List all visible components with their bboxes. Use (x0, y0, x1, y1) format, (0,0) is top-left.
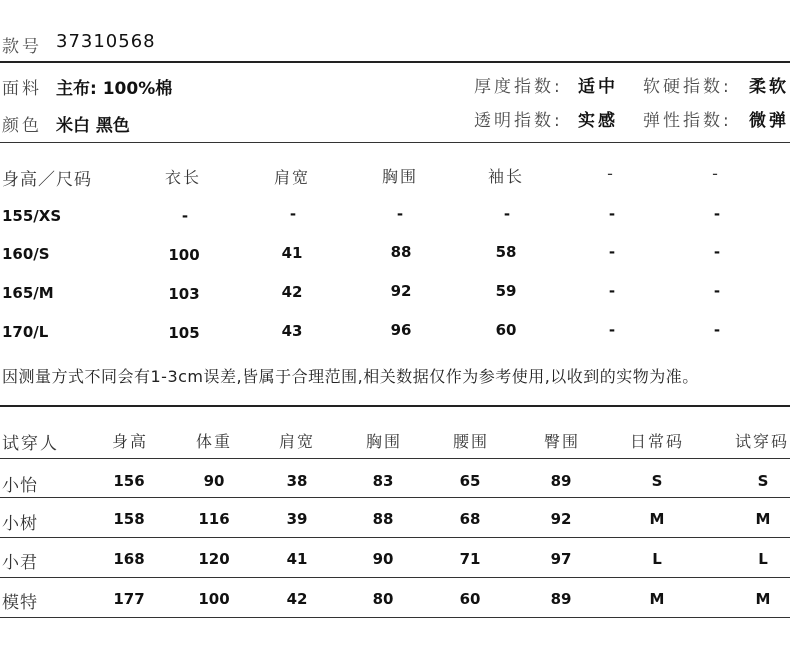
fit-cell: 41 (286, 550, 308, 568)
size-cell: 100 (168, 246, 200, 264)
thickness-label: 厚度指数: (474, 77, 563, 97)
fabric-value: 主布: 100%棉 (56, 79, 173, 99)
divider (0, 61, 790, 63)
divider (0, 405, 790, 407)
size-header-sleeve: 袖长 (487, 167, 525, 186)
fit-cell: 模特 (2, 593, 38, 613)
size-cell: 59 (495, 282, 517, 300)
fit-cell: S (757, 472, 769, 490)
fit-cell: M (755, 590, 771, 608)
fit-cell: 60 (459, 590, 481, 608)
fit-cell: M (649, 590, 665, 608)
fit-cell: 97 (550, 550, 572, 568)
size-header-length: 衣长 (164, 168, 202, 187)
size-cell: 88 (390, 243, 412, 261)
size-cell: - (608, 243, 616, 261)
fit-cell: L (652, 550, 662, 568)
fit-header-chest: 胸围 (365, 432, 403, 451)
fit-cell: 156 (113, 472, 145, 490)
size-cell: 58 (495, 243, 517, 261)
elasticity-label: 弹性指数: (643, 111, 732, 131)
size-cell: 155/XS (2, 207, 62, 225)
size-cell: - (608, 205, 616, 223)
size-cell: - (713, 321, 721, 339)
fit-header-height: 身高 (111, 432, 149, 451)
fit-cell: 158 (113, 510, 145, 528)
size-cell: - (608, 321, 616, 339)
size-header-height-size: 身高／尺码 (2, 170, 92, 190)
size-cell: - (289, 205, 297, 223)
fit-header-weight: 体重 (195, 432, 233, 451)
fit-cell: S (651, 472, 663, 490)
style-no-value: 37310568 (56, 31, 156, 52)
color-label: 颜色 (2, 116, 42, 136)
fit-header-hip: 臀围 (543, 432, 581, 451)
fit-cell: 68 (459, 510, 481, 528)
fit-cell: 92 (550, 510, 572, 528)
size-cell: 105 (168, 324, 200, 342)
size-cell: - (181, 207, 189, 225)
fit-cell: 39 (286, 510, 308, 528)
fit-cell: 168 (113, 550, 145, 568)
size-cell: 60 (495, 321, 517, 339)
fit-cell: M (755, 510, 771, 528)
divider (0, 142, 790, 143)
size-cell: - (608, 282, 616, 300)
size-cell: 42 (281, 283, 303, 301)
fit-cell: 38 (286, 472, 308, 490)
fit-header-tester: 试穿人 (2, 434, 59, 454)
fabric-label: 面料 (2, 79, 42, 99)
fit-cell: 83 (372, 472, 394, 490)
elasticity-value: 微弹 (749, 111, 789, 131)
size-cell: 41 (281, 244, 303, 262)
size-cell: - (713, 282, 721, 300)
size-cell: - (713, 205, 721, 223)
fit-cell: L (758, 550, 768, 568)
fit-cell: 89 (550, 590, 572, 608)
softness-value: 柔软 (749, 77, 789, 97)
fit-cell: 小君 (2, 553, 38, 573)
fit-header-waist: 腰围 (452, 432, 490, 451)
fit-cell: 88 (372, 510, 394, 528)
fit-cell: 小怡 (2, 476, 38, 496)
size-cell: 170/L (2, 323, 49, 341)
fit-cell: 116 (198, 510, 230, 528)
divider (0, 617, 790, 618)
size-cell: 92 (390, 282, 412, 300)
fit-header-tried-size: 试穿码 (734, 432, 790, 451)
fit-header-shoulder: 肩宽 (278, 432, 316, 451)
size-cell: - (396, 205, 404, 223)
size-header-shoulder: 肩宽 (273, 168, 311, 187)
fit-cell: 90 (203, 472, 225, 490)
fit-cell: 90 (372, 550, 394, 568)
fit-cell: 100 (198, 590, 230, 608)
divider (0, 537, 790, 538)
fit-cell: M (649, 510, 665, 528)
softness-label: 软硬指数: (643, 77, 732, 97)
size-header-extra: - (607, 164, 615, 183)
fit-cell: 小树 (2, 514, 38, 534)
divider (0, 497, 790, 498)
thickness-value: 适中 (578, 77, 618, 97)
fit-header-usual-size: 日常码 (629, 432, 685, 451)
size-header-chest: 胸围 (381, 167, 419, 186)
divider (0, 458, 790, 459)
fit-cell: 80 (372, 590, 394, 608)
size-cell: - (503, 205, 511, 223)
size-cell: 43 (281, 322, 303, 340)
size-cell: 96 (390, 321, 412, 339)
transparency-value: 实感 (578, 111, 618, 131)
size-cell: 103 (168, 285, 200, 303)
size-cell: 160/S (2, 245, 50, 263)
fit-cell: 65 (459, 472, 481, 490)
measurement-note: 因测量方式不同会有1-3cm误差,皆属于合理范围,相关数据仅作为参考使用,以收到的实物为准。 (2, 367, 699, 386)
fit-cell: 177 (113, 590, 145, 608)
size-cell: - (713, 243, 721, 261)
divider (0, 577, 790, 578)
size-header-extra: - (712, 164, 720, 183)
transparency-label: 透明指数: (474, 111, 563, 131)
fit-cell: 120 (198, 550, 230, 568)
fit-cell: 42 (286, 590, 308, 608)
style-no-label: 款号 (2, 37, 42, 57)
fit-cell: 71 (459, 550, 481, 568)
size-cell: 165/M (2, 284, 54, 302)
color-value: 米白 黑色 (56, 116, 130, 136)
fit-cell: 89 (550, 472, 572, 490)
